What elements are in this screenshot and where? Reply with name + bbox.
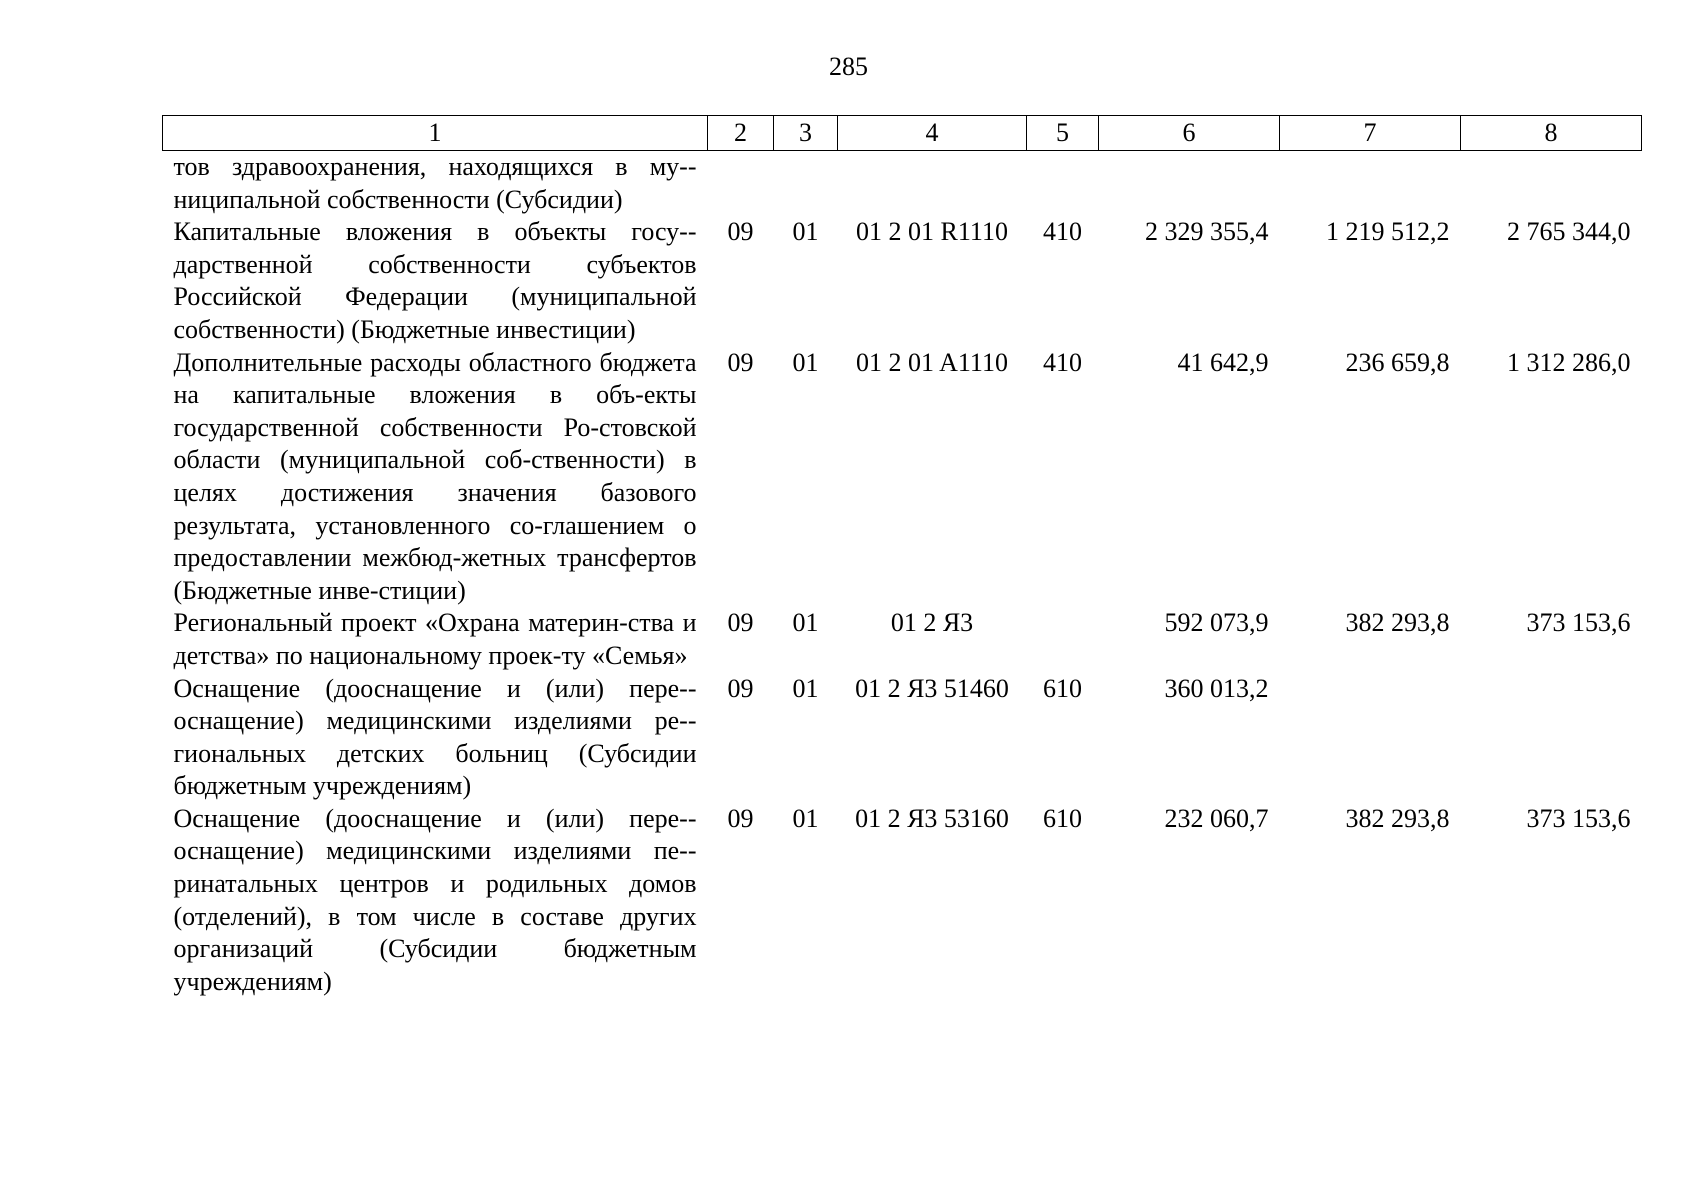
- column-header-3: 3: [774, 116, 838, 151]
- row-expense-type: 610: [1043, 673, 1082, 703]
- row-amount-col7: 1 219 512,2: [1326, 217, 1450, 247]
- column-header-2: 2: [708, 116, 774, 151]
- row-expense-type: 410: [1043, 217, 1082, 247]
- row-target-code: 01 2 01 A1110: [856, 347, 1008, 377]
- row-amount-col6: 360 013,2: [1164, 673, 1269, 703]
- row-target-code: 01 2 Я3: [890, 608, 974, 638]
- row-amount-col8: [1461, 151, 1642, 217]
- row-amount-col7: [1280, 673, 1461, 803]
- table-row: [163, 347, 1642, 608]
- column-header-6: 6: [1099, 116, 1280, 151]
- row-subsection: 01: [792, 673, 819, 703]
- row-subsection: 01: [792, 347, 819, 377]
- row-target-code: [838, 151, 1027, 217]
- row-target-code: 01 2 Я3 51460: [855, 673, 1009, 703]
- row-section: 09: [727, 217, 754, 247]
- row-section: 09: [727, 608, 754, 638]
- row-expense-type: [1027, 151, 1099, 217]
- table-row: [163, 803, 1642, 999]
- row-section: [708, 151, 774, 217]
- row-section: 09: [727, 347, 754, 377]
- column-header-7: 7: [1280, 116, 1461, 151]
- row-amount-col8: 373 153,6: [1526, 803, 1631, 833]
- row-subsection: [774, 151, 838, 217]
- page-number: 285: [829, 52, 868, 81]
- row-target-code: 01 2 Я3 53160: [855, 803, 1009, 833]
- column-header-1: 1: [163, 116, 708, 151]
- row-expense-type: 610: [1043, 803, 1082, 833]
- column-header-4: 4: [838, 116, 1027, 151]
- row-amount-col6: 41 642,9: [1177, 347, 1269, 377]
- row-subsection: 01: [792, 608, 819, 638]
- row-name: Оснащение (дооснащение и (или) пере-оснащение) медицинскими изделиями ре-гиональных детских больниц (Субсидии бюджетным учреждениям): [173, 673, 697, 801]
- row-subsection: 01: [792, 803, 819, 833]
- row-amount-col6: [1099, 151, 1280, 217]
- table-row: [163, 607, 1642, 672]
- row-name: Капитальные вложения в объекты госу-дарственной собственности субъектов Российской Федерации (муниципальной собственности) (Бюджетные инвестиции): [173, 217, 697, 344]
- row-target-code: 01 2 01 R1110: [856, 217, 1008, 247]
- row-amount-col8: [1461, 673, 1642, 803]
- row-amount-col7: 382 293,8: [1345, 803, 1450, 833]
- row-amount-col8: 2 765 344,0: [1507, 217, 1631, 247]
- column-number-header: [163, 116, 1642, 151]
- row-amount-col6: 232 060,7: [1164, 803, 1269, 833]
- row-name: Региональный проект «Охрана материн-ства и детства» по национальному проек-ту «Семья»: [173, 608, 697, 670]
- row-amount-col7: 236 659,8: [1345, 347, 1450, 377]
- table-row: [163, 151, 1642, 217]
- row-amount-col7: [1280, 151, 1461, 217]
- row-subsection: 01: [792, 217, 819, 247]
- column-header-5: 5: [1027, 116, 1099, 151]
- row-name: тов здравоохранения, находящихся в му-ниципальной собственности (Субсидии): [173, 152, 697, 214]
- column-header-8: 8: [1461, 116, 1642, 151]
- row-expense-type: 410: [1043, 347, 1082, 377]
- row-section: 09: [727, 673, 754, 703]
- row-amount-col8: 1 312 286,0: [1507, 347, 1631, 377]
- row-expense-type: [1027, 607, 1099, 672]
- row-section: 09: [727, 803, 754, 833]
- row-amount-col6: 2 329 355,4: [1145, 217, 1269, 247]
- row-amount-col6: 592 073,9: [1164, 608, 1269, 638]
- table-row: [163, 216, 1642, 346]
- budget-table: [162, 115, 1642, 998]
- table-row: [163, 673, 1642, 803]
- row-name: Дополнительные расходы областного бюджета на капитальные вложения в объ-екты государственной собственности Ро-стовской области (муниципальной соб-ственности) в целях достижения значения базового результата, установленного со-глашением о предоставлении межбюд-жетных трансфертов (Бюджетные инве-стиции): [173, 347, 697, 605]
- row-amount-col8: 373 153,6: [1526, 608, 1631, 638]
- row-amount-col7: 382 293,8: [1345, 608, 1450, 638]
- row-name: Оснащение (дооснащение и (или) пере-оснащение) медицинскими изделиями пе-ринатальных центров и родильных домов (отделений), в том числе в составе других организаций (Субсидии бюджетным учреждениям): [173, 803, 697, 996]
